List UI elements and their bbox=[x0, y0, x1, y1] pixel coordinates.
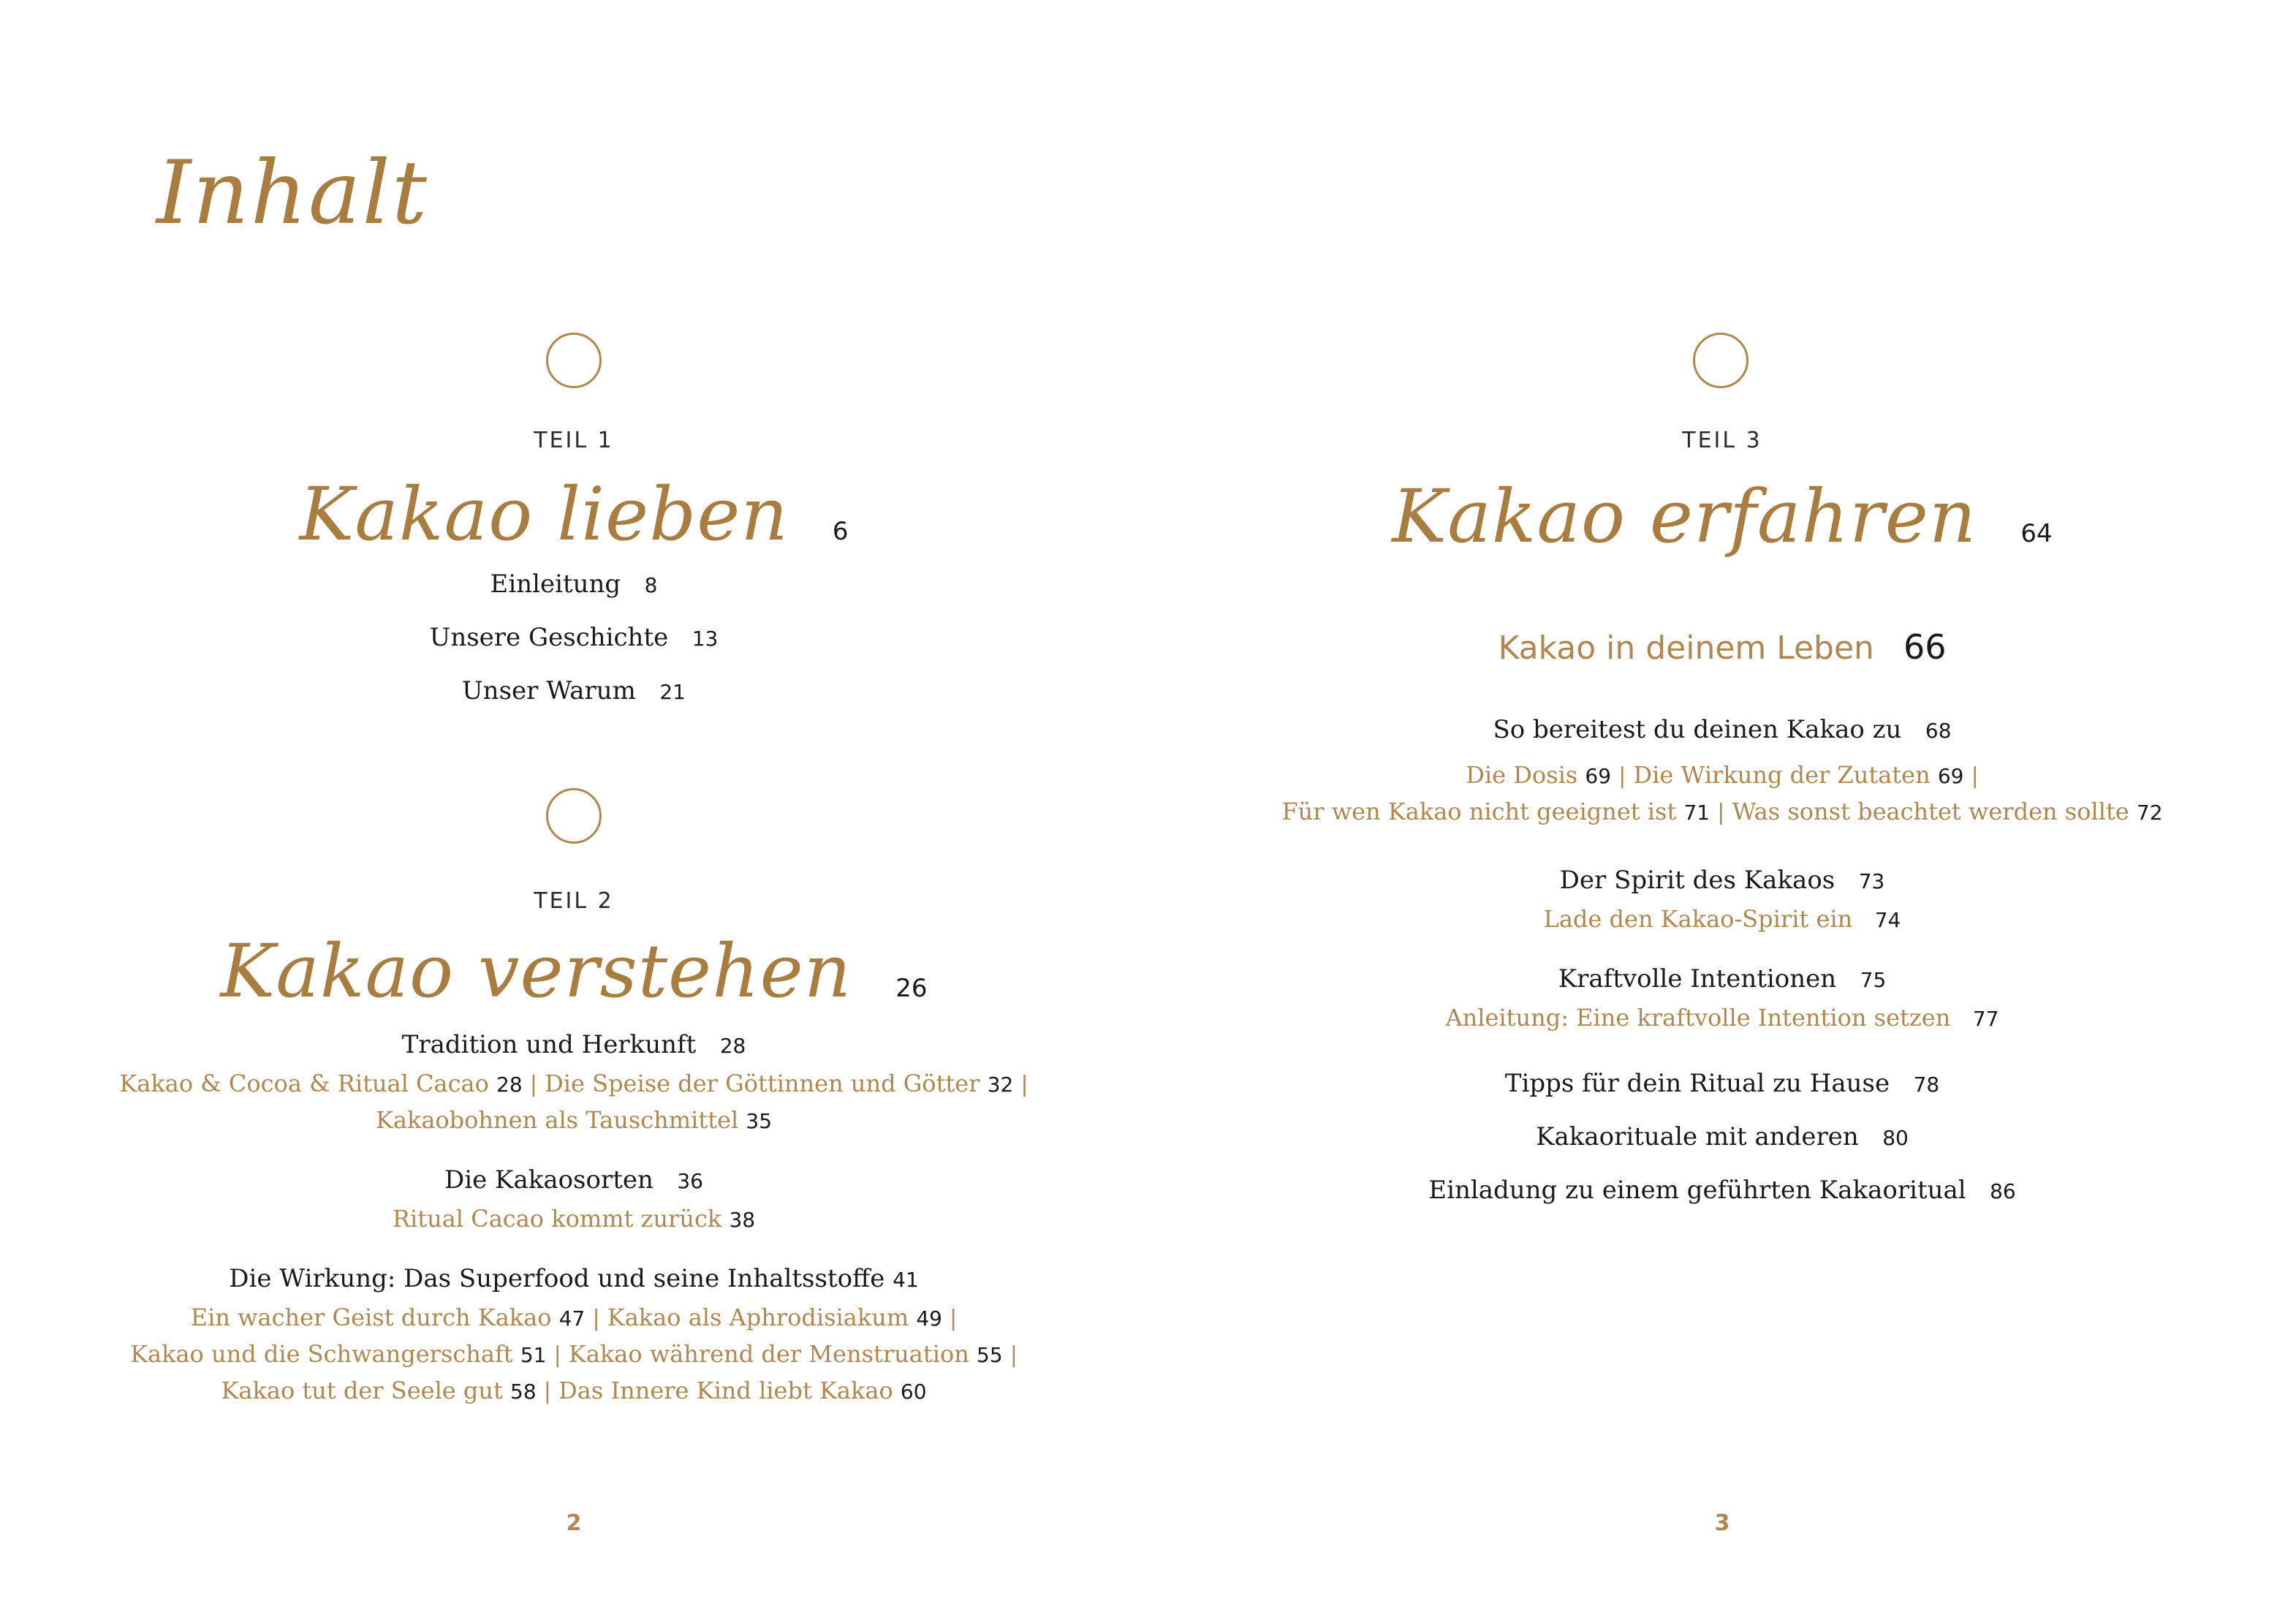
toc-entry-einladung[interactable]: Einladung zu einem geführten Kakaoritual 86 bbox=[1428, 1176, 2016, 1205]
toc-subentry[interactable]: Ritual Cacao kommt zurück bbox=[392, 1205, 722, 1233]
toc-subentries-spirit: Lade den Kakao-Spirit ein 74 bbox=[1543, 905, 1901, 933]
toc-subentry[interactable]: Anleitung: Eine kraftvolle Intention setzen bbox=[1445, 1004, 1951, 1032]
toc-subentry[interactable]: Ein wacher Geist durch Kakao bbox=[190, 1304, 552, 1331]
toc-subentry[interactable]: Kakaobohnen als Tauschmittel bbox=[375, 1106, 739, 1134]
part-2-page: 26 bbox=[895, 974, 928, 1003]
toc-subentry[interactable]: Was sonst beachtet werden sollte bbox=[1732, 798, 2129, 825]
toc-subentry[interactable]: Kakao tut der Seele gut bbox=[221, 1377, 503, 1404]
toc-subentry[interactable]: Die Speise der Göttinnen und Götter bbox=[545, 1070, 980, 1097]
toc-entry-wirkung[interactable]: Die Wirkung: Das Superfood und seine Inhaltsstoffe 41 bbox=[229, 1264, 919, 1293]
circle-ornament-3 bbox=[1147, 333, 2295, 388]
toc-subentries-tradition-1: Kakao & Cocoa & Ritual Cacao 28 | Die Speise der Göttinnen und Götter 32 | bbox=[119, 1070, 1028, 1097]
part-1-title-row bbox=[0, 472, 1148, 557]
toc-entry-intentionen[interactable]: Kraftvolle Intentionen 75 bbox=[1558, 964, 1887, 994]
toc-subentries-sorten: Ritual Cacao kommt zurück 38 bbox=[392, 1205, 756, 1233]
toc-subentries-intentionen: Anleitung: Eine kraftvolle Intention setzen 77 bbox=[1445, 1004, 1999, 1032]
part-3-title-row bbox=[1148, 474, 2296, 559]
part-2-label: TEIL 2 bbox=[534, 888, 614, 914]
toc-entry-spirit[interactable]: Der Spirit des Kakaos 73 bbox=[1559, 866, 1885, 895]
toc-subentry[interactable]: Die Wirkung der Zutaten bbox=[1633, 761, 1931, 789]
toc-subentries-zubereitung-2: Für wen Kakao nicht geeignet ist 71 | Was sonst beachtet werden sollte 72 bbox=[1281, 798, 2163, 825]
toc-entry-einleitung[interactable]: Einleitung 8 bbox=[490, 570, 658, 599]
circle-ornament-1 bbox=[0, 333, 1148, 388]
toc-entry-zubereitung[interactable]: So bereitest du deinen Kakao zu 68 bbox=[1493, 715, 1952, 744]
part-3-label: TEIL 3 bbox=[1682, 428, 1762, 453]
part-1-label: TEIL 1 bbox=[534, 428, 614, 453]
toc-entry-warum[interactable]: Unser Warum 21 bbox=[462, 676, 686, 705]
toc-subentry[interactable]: Kakao während der Menstruation bbox=[568, 1340, 969, 1368]
part-2-title: Kakao verstehen bbox=[220, 928, 852, 1014]
toc-subentries-tradition-2: Kakaobohnen als Tauschmittel 35 bbox=[375, 1106, 773, 1134]
toc-subentry[interactable]: Kakao und die Schwangerschaft bbox=[130, 1340, 513, 1368]
toc-subentry[interactable]: Lade den Kakao-Spirit ein bbox=[1543, 905, 1853, 933]
toc-subentries-wirkung-3: Kakao tut der Seele gut 58 | Das Innere Kind liebt Kakao 60 bbox=[221, 1377, 927, 1404]
toc-entry-kakaorituale[interactable]: Kakaorituale mit anderen 80 bbox=[1536, 1122, 1909, 1151]
toc-subentry[interactable]: Kakao & Cocoa & Ritual Cacao bbox=[119, 1070, 489, 1097]
toc-subentries-wirkung-1: Ein wacher Geist durch Kakao 47 | Kakao als Aphrodisiakum 49 | bbox=[190, 1304, 958, 1331]
toc-subentries-zubereitung-1: Die Dosis 69 | Die Wirkung der Zutaten 69 | bbox=[1466, 761, 1979, 789]
toc-entry-tipps[interactable]: Tipps für dein Ritual zu Hause 78 bbox=[1504, 1069, 1940, 1098]
part-1-page: 6 bbox=[832, 517, 849, 546]
circle-ornament-2 bbox=[0, 788, 1148, 844]
folio-right: 3 bbox=[1714, 1510, 1730, 1536]
right-page bbox=[1148, 0, 2296, 1623]
toc-subentry[interactable]: Das Innere Kind liebt Kakao bbox=[558, 1377, 893, 1404]
toc-subentries-wirkung-2: Kakao und die Schwangerschaft 51 | Kakao während der Menstruation 55 | bbox=[130, 1340, 1018, 1368]
toc-subentry[interactable]: Kakao als Aphrodisiakum bbox=[607, 1304, 909, 1331]
toc-subentry[interactable]: Für wen Kakao nicht geeignet ist bbox=[1281, 798, 1677, 825]
section-kakao-leben[interactable]: Kakao in deinem Leben 66 bbox=[1498, 627, 1947, 667]
part-1-title: Kakao lieben bbox=[299, 472, 789, 557]
part-2-title-row bbox=[0, 928, 1148, 1014]
folio-left: 2 bbox=[566, 1510, 582, 1536]
part-3-title: Kakao erfahren bbox=[1392, 474, 1977, 559]
toc-entry-tradition[interactable]: Tradition und Herkunft 28 bbox=[401, 1030, 746, 1059]
toc-entry-geschichte[interactable]: Unsere Geschichte 13 bbox=[429, 623, 719, 652]
contents-heading: Inhalt bbox=[156, 143, 429, 244]
part-3-page: 64 bbox=[2020, 519, 2053, 548]
toc-entry-kakaosorten[interactable]: Die Kakaosorten 36 bbox=[444, 1165, 703, 1195]
toc-subentry[interactable]: Die Dosis bbox=[1466, 761, 1578, 789]
